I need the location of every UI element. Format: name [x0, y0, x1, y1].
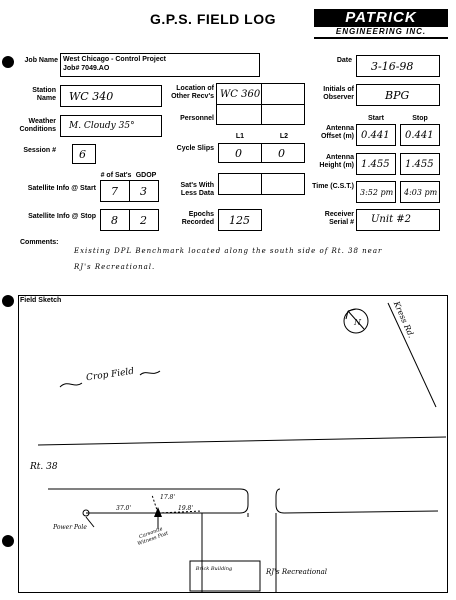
epochs-field[interactable]	[218, 209, 262, 231]
job-number-value: Job# 7049.AO	[63, 65, 110, 72]
less-data-field-2[interactable]	[261, 173, 305, 195]
date-label: Date	[336, 57, 352, 64]
time-stop-value: 4:03 pm	[404, 188, 438, 197]
other-recv-field-2[interactable]	[261, 83, 305, 105]
cycle-slips-l2-field[interactable]	[261, 143, 305, 163]
antenna-height-label: Antenna Height (m)	[319, 154, 354, 169]
carsonite-marker	[154, 507, 162, 517]
kress-road-label: Kress Rd.	[391, 300, 416, 340]
sat-start-num-value: 7	[111, 185, 118, 198]
sat-start-num-field[interactable]	[100, 180, 130, 202]
observer-value: BPG	[385, 89, 410, 102]
sat-start-label: Satellite Info @ Start	[27, 185, 96, 192]
job-name-value: West Chicago - Control Project	[63, 56, 166, 63]
form-title: G.P.S. FIELD LOG	[150, 11, 276, 27]
l2-header: L2	[279, 133, 289, 140]
session-value: 6	[79, 148, 86, 161]
receiver-field[interactable]	[356, 209, 440, 231]
crop-squiggle-left	[60, 383, 82, 387]
receiver-label: Receiver Serial #	[324, 211, 354, 226]
power-pole-label: Power Pole	[53, 524, 87, 531]
gdop-header: GDOP	[135, 172, 157, 179]
job-name-label: Job Name	[24, 57, 58, 64]
station-name-field[interactable]	[60, 85, 162, 107]
session-field[interactable]	[72, 144, 96, 164]
distance-up: 17.8'	[160, 494, 176, 501]
weather-label: Weather Conditions	[19, 118, 56, 133]
binder-hole	[2, 295, 14, 307]
station-name-value: WC 340	[69, 90, 114, 103]
lot-lines	[202, 513, 276, 593]
north-label: N	[354, 318, 361, 327]
session-label: Session #	[23, 147, 56, 154]
sat-stop-num-field[interactable]	[100, 209, 130, 231]
antenna-height-start-field[interactable]	[356, 153, 396, 175]
weather-field[interactable]	[60, 115, 162, 137]
time-stop-field[interactable]	[400, 181, 440, 203]
carsonite-label: Carsonite Witness Post	[136, 526, 170, 548]
logo-wordmark: PATRICK	[314, 9, 448, 27]
observer-field[interactable]	[356, 84, 440, 106]
binder-hole	[2, 56, 14, 68]
epochs-label: Epochs Recorded	[181, 211, 214, 226]
cycle-slips-l2-value: 0	[278, 147, 285, 160]
observer-label: Initials of Observer	[323, 86, 354, 101]
date-value: 3-16-98	[371, 60, 414, 73]
sat-stop-num-value: 8	[111, 214, 118, 227]
less-data-label: Sat's With Less Data	[180, 182, 214, 197]
north-arrow	[344, 309, 368, 333]
field-sketch-drawing	[18, 295, 448, 593]
antenna-offset-start-value: 0.441	[361, 130, 390, 141]
cycle-slips-l1-field[interactable]	[218, 143, 262, 163]
sat-stop-gdop-value: 2	[140, 214, 147, 227]
route-38-north-edge	[38, 437, 446, 445]
date-field[interactable]	[356, 55, 440, 77]
cycle-slips-l1-value: 0	[235, 147, 242, 160]
crop-field-label: Crop Field	[85, 366, 135, 384]
time-label: Time (C.S.T.)	[312, 183, 354, 190]
other-recv-label: Location of Other Recv's	[171, 85, 214, 100]
time-start-value: 3:52 pm	[360, 188, 394, 197]
other-recv-value: WC 360	[220, 89, 261, 100]
stop-header: Stop	[412, 115, 428, 122]
epochs-value: 125	[229, 214, 250, 227]
sat-start-gdop-value: 3	[140, 185, 147, 198]
south-edge-right	[276, 489, 438, 513]
comments-line-2: RJ's Recreational.	[74, 263, 156, 271]
comments-label: Comments:	[20, 239, 59, 246]
distance-pole: 37.0'	[116, 505, 132, 512]
antenna-offset-stop-value: 0.441	[405, 130, 434, 141]
station-name-label: Station Name	[32, 87, 56, 102]
start-header: Start	[368, 115, 384, 122]
other-recv-field-3[interactable]	[216, 104, 262, 125]
less-data-field-1[interactable]	[218, 173, 262, 195]
antenna-offset-label: Antenna Offset (m)	[320, 125, 354, 140]
antenna-offset-start-field[interactable]	[356, 124, 396, 146]
comments-line-1: Existing DPL Benchmark located along the south side of Rt. 38 near	[74, 247, 383, 255]
other-recv-field-4[interactable]	[261, 104, 305, 125]
rjs-label: RJ's Recreational	[266, 568, 328, 576]
route-label: Rt. 38	[30, 462, 58, 472]
antenna-offset-stop-field[interactable]	[400, 124, 440, 146]
weather-value: M. Cloudy 35°	[69, 121, 135, 131]
binder-hole	[2, 535, 14, 547]
receiver-value: Unit #2	[371, 214, 412, 225]
sat-stop-label: Satellite Info @ Stop	[28, 213, 96, 220]
job-name-field[interactable]	[60, 53, 260, 77]
kress-road-edge	[388, 303, 436, 407]
sat-stop-gdop-field[interactable]	[129, 209, 159, 231]
sat-start-gdop-field[interactable]	[129, 180, 159, 202]
distance-right: 19.8'	[178, 505, 194, 512]
personnel-label: Personnel	[180, 115, 214, 122]
south-edge-left	[48, 489, 248, 513]
brick-building-label: Brick Building	[195, 566, 233, 572]
antenna-height-stop-field[interactable]	[400, 153, 440, 175]
time-start-field[interactable]	[356, 181, 396, 203]
logo-subtitle: ENGINEERING INC.	[314, 27, 448, 39]
cycle-slips-label: Cycle Slips	[176, 145, 214, 152]
company-logo	[314, 9, 448, 39]
l1-header: L1	[235, 133, 245, 140]
antenna-height-stop-value: 1.455	[405, 159, 434, 170]
crop-squiggle-right	[140, 371, 160, 375]
other-recv-field-1[interactable]	[216, 83, 262, 105]
field-sketch-label: Field Sketch	[20, 297, 62, 304]
num-sats-header: # of Sat's	[100, 172, 132, 179]
antenna-height-start-value: 1.455	[361, 159, 390, 170]
